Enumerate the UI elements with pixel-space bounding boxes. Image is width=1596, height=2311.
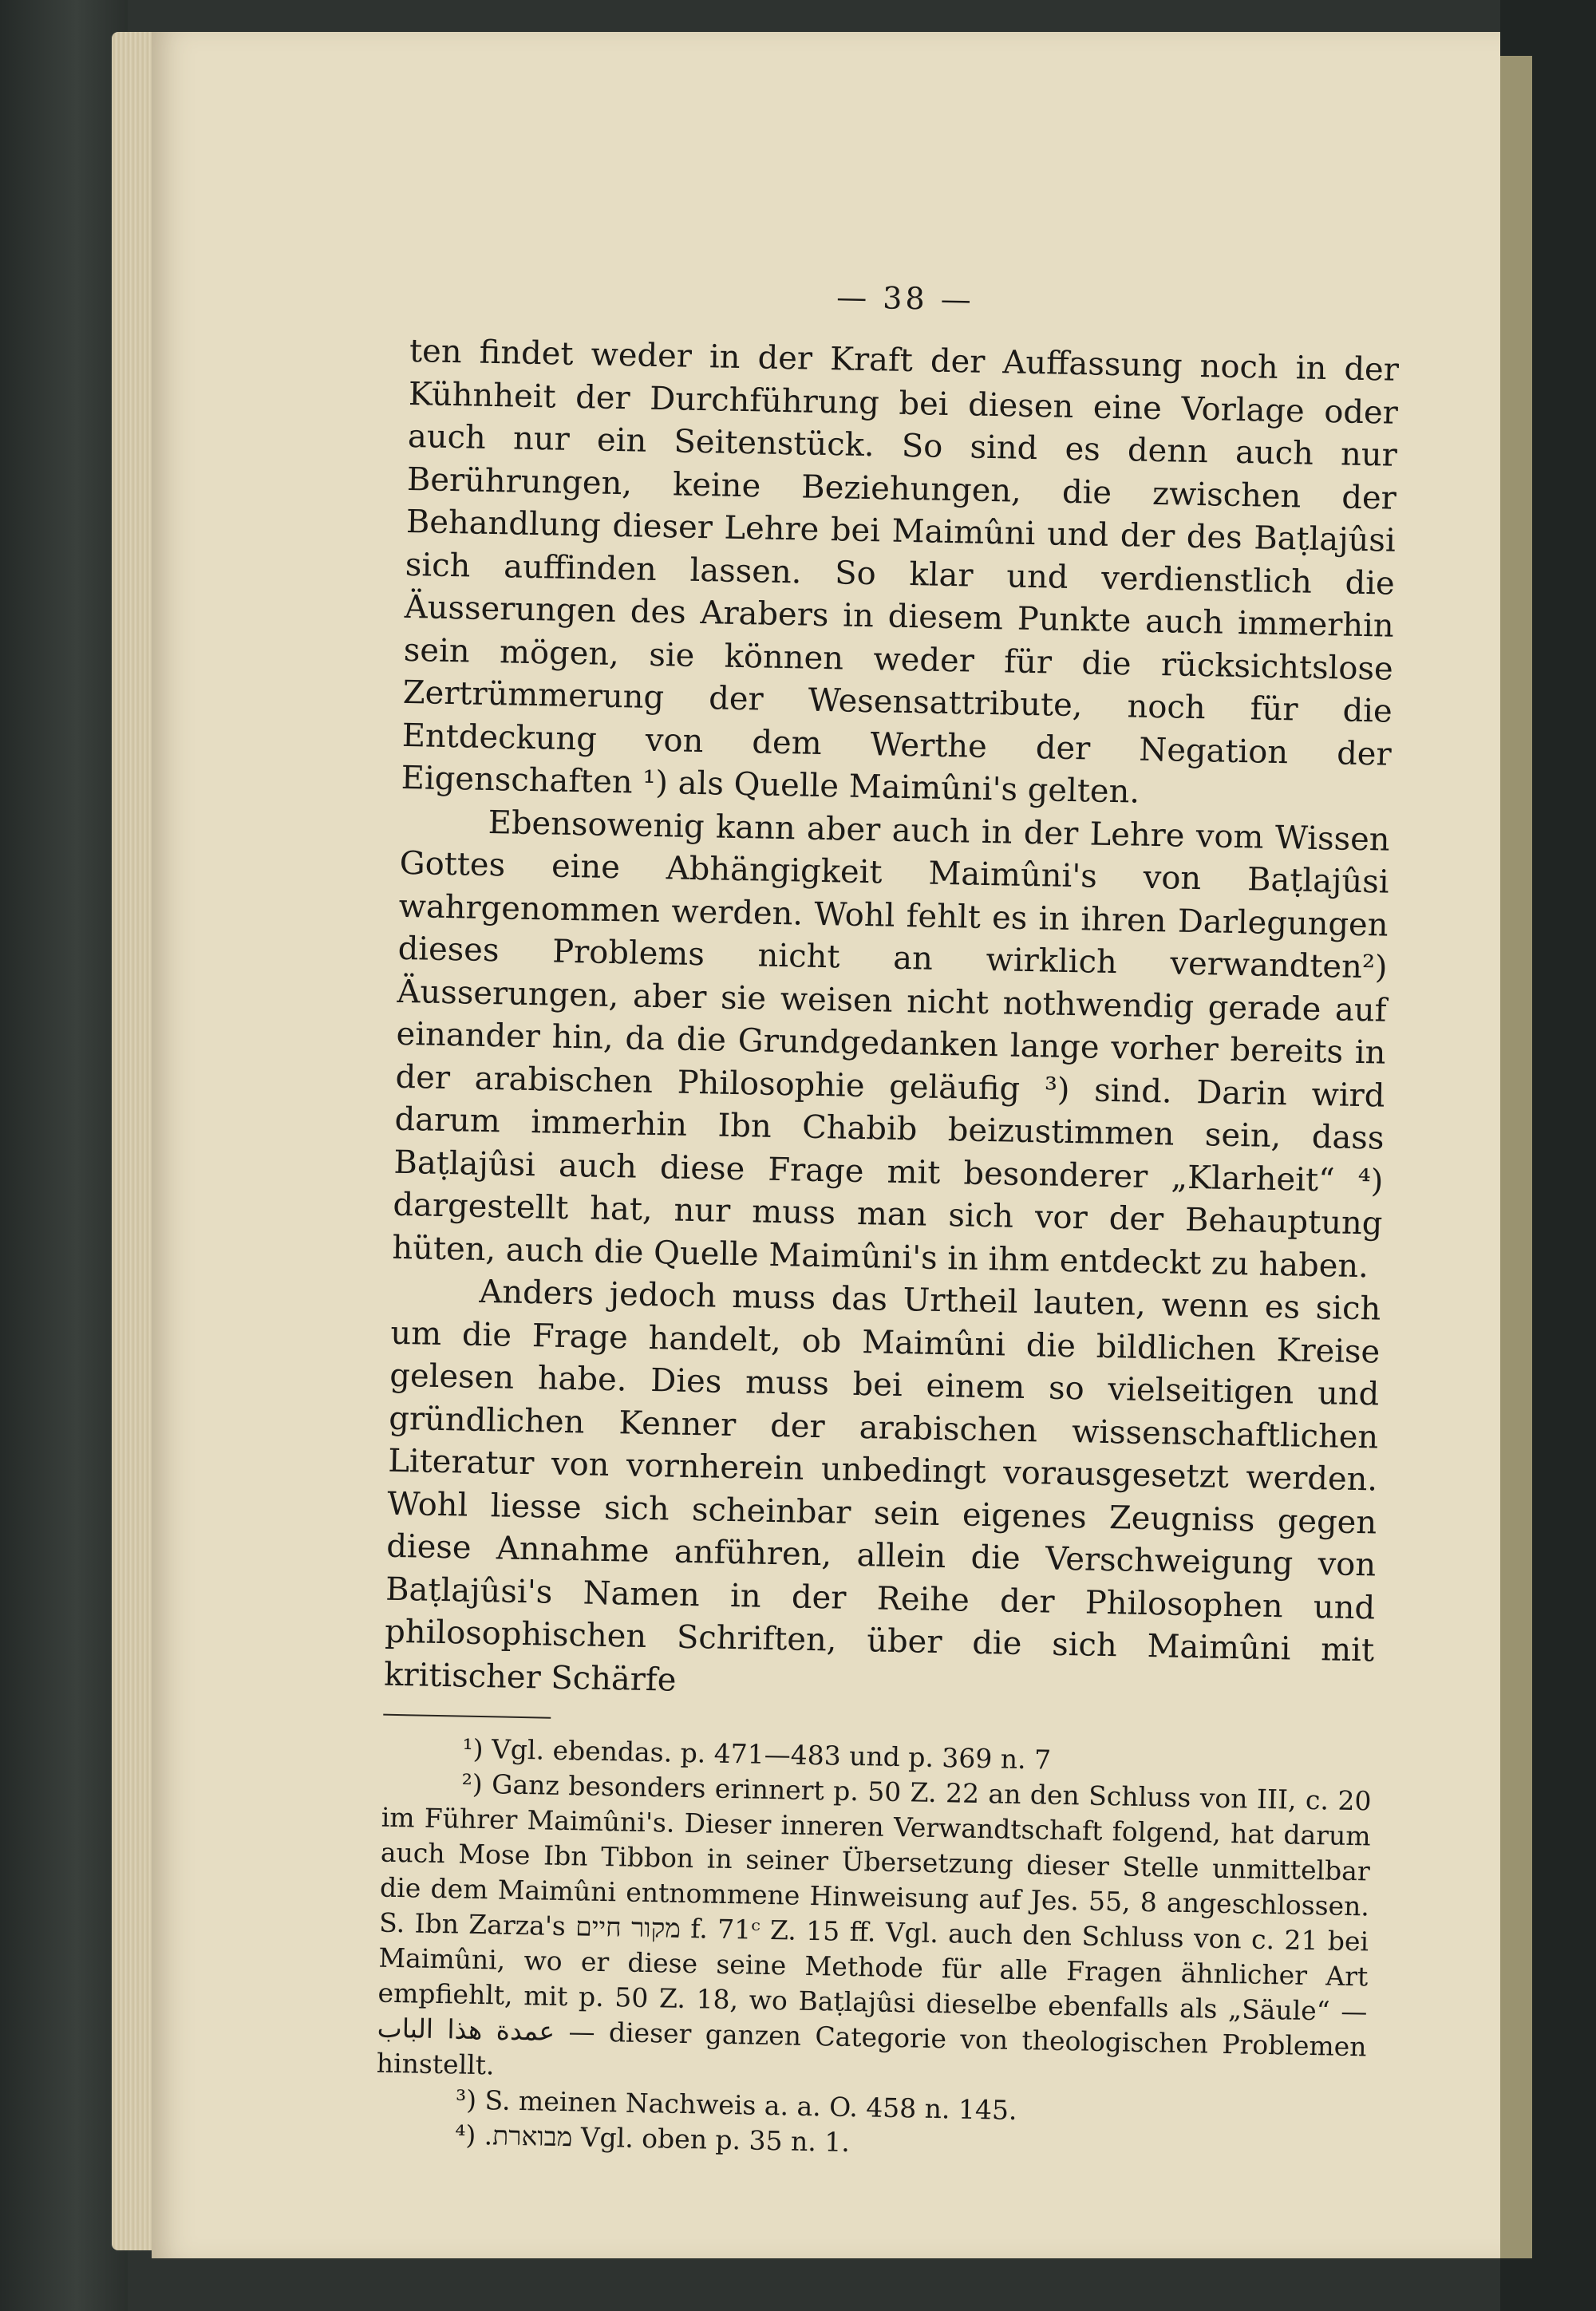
paragraph-2: Ebensowenig kann aber auch in der Lehre vom Wissen Gottes eine Abhängigkeit Maimûni's von Baṭlajûsi wahrgenommen werden. Wohl fehlt es in ihren Darlegungen dieses Problems nicht an wirklich verwandten²) Äusserungen, aber sie weisen nicht nothwendig gerade auf einander hin, da die Grundgedanken lange vorher bereits in der arabischen Philosophie geläufig ³) sind. Darin wird darum immerhin Ibn Chabib beizustimmen sein, dass Baṭlajûsi auch diese Frage mit besonderer „Klarheit“ ⁴) dargestellt hat, nur muss man sich vor der Behauptung hüten, auch die Quelle Maimûni's in ihm entdeckt zu haben. xyxy=(392,804,1390,1285)
footnote-2: ²) Ganz besonders erinnert p. 50 Z. 22 an den Schluss von III, c. 20 im Führer Maimûni's. Dieser inneren Verwandtschaft folgend, hat darum auch Mose Ibn Tibbon in seiner Übersetzung dieser Stelle unmittelbar die dem Maimûni entnommene Hinweisung auf Jes. 55, 8 angeschlossen. S. Ibn Zarza's מקור חיים f. 71ᶜ Z. 15 ff. Vgl. auch den Schluss von c. 21 bei Maimûni, wo er diese seine Methode für alle Fragen ähnlicher Art empfiehlt, mit p. 50 Z. 18, wo Baṭlajûsi dieselbe ebenfalls als „Säule“ — عمدة هذا الباب — dieser ganzen Categorie von theologischen Problemen hinstellt. xyxy=(376,1768,1372,2081)
footnote-1: ¹) Vgl. ebendas. p. 471—483 und p. 369 n. 7 xyxy=(462,1732,1052,1776)
footnote-separator xyxy=(383,1714,551,1719)
paragraph-3: Anders jedoch muss das Urtheil lauten, wenn es sich um die Frage handelt, ob Maimûni die bildlichen Kreise gelesen habe. Dies muss bei einem so vielseitigen und gründlichen Kenner der arabischen wissenschaftlichen Literatur von vornherein unbedingt vorausgesetzt werden. Wohl liesse sich scheinbar sein eigenes Zeugniss gegen diese Annahme anführen, allein die Verschweigung von Baṭlajûsi's Namen in der Reihe der Philosophen und philosophischen Schriften, über die sich Maimûni mit kritischer Schärfe xyxy=(383,1273,1381,1699)
book-cover-left xyxy=(0,0,128,2311)
book-cover-right xyxy=(1500,0,1596,2311)
body-text xyxy=(384,330,1400,1715)
page-number: — 38 — xyxy=(836,279,975,318)
page-content xyxy=(375,271,1400,2170)
footnote-3: ³) S. meinen Nachweis a. a. O. 458 n. 145. xyxy=(455,2084,1017,2127)
footnotes xyxy=(375,1730,1373,2171)
paragraph-1: ten findet weder in der Kraft der Auffassung noch in der Kühnheit der Durchführung bei diesen eine Vorlage oder auch nur ein Seitenstück. So sind es denn auch nur Berührungen, keine Beziehungen, die zwischen der Behandlung dieser Lehre bei Maimûni und der des Baṭlajûsi sich auffinden lassen. So klar und verdienstlich die Äusserungen des Arabers in diesem Punkte auch immerhin sein mögen, sie können weder für die rücksichtslose Zertrümmerung der Wesensattribute, noch für die Entdeckung von dem Werthe der Negation der Eigenschaften ¹) als Quelle Maimûni's gelten. xyxy=(401,332,1400,811)
footnote-4: ⁴) .מבוארת Vgl. oben p. 35 n. 1. xyxy=(454,2119,851,2158)
next-page-edge xyxy=(1500,56,1532,2258)
